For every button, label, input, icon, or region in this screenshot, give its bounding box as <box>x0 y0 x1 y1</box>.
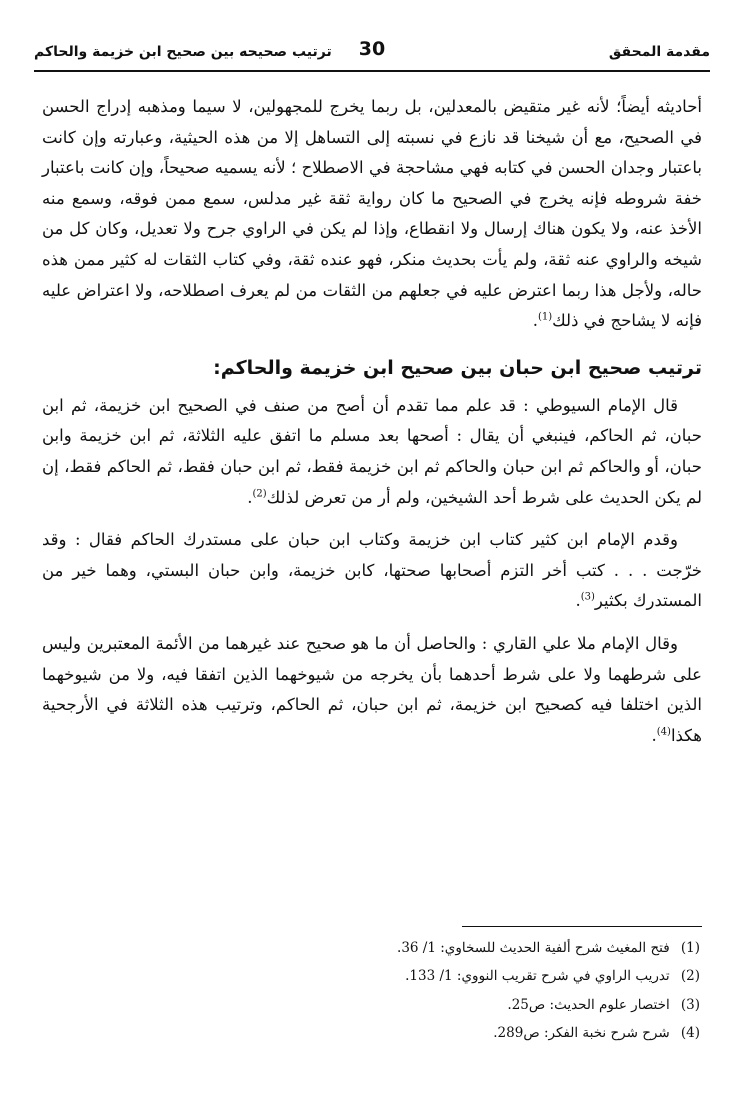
header-section-title: مقدمة المحقق <box>608 44 710 60</box>
footnote-text: شرح شرح نخبة الفكر: ص289. <box>493 1025 670 1042</box>
footnote-item <box>397 934 700 962</box>
paragraph-1 <box>42 92 702 337</box>
footnote-number: (4) <box>680 1025 700 1042</box>
footnote-text: تدريب الراوي في شرح تقريب النووي: 1/ 133. <box>405 968 670 985</box>
paragraph-4-text: وقال الإمام ملا علي القاري : والحاصل أن ما هو صحيح عند غيرهما من الأئمة المعتبرين وليس على شرطهما ولا على شرط أحدهما بأن يخرجه من شيوخهما الذين اتفقا فيه، ولا من شيوخهما الذين اختلفا فيه كصحيح ابن خزيمة، ثم ابن حبان، ثم الحاكم، وترتيب هذه الثلاثة في الأرجحية هكذا <box>42 633 702 745</box>
paragraph-4-end: . <box>651 725 657 745</box>
header-divider <box>34 70 710 72</box>
main-text <box>42 92 702 751</box>
footnote-ref-3: (3) <box>580 591 595 603</box>
paragraph-2-end: . <box>247 487 253 507</box>
footnote-item <box>397 962 700 990</box>
paragraph-gap <box>42 513 702 525</box>
footnote-ref-1: (1) <box>537 311 553 323</box>
running-header <box>34 38 710 68</box>
footnote-number: (3) <box>680 996 700 1013</box>
footnote-divider <box>462 926 702 927</box>
paragraph-gap <box>42 617 702 629</box>
paragraph-3 <box>42 525 702 617</box>
paragraph-4 <box>42 629 702 751</box>
footnote-number: (2) <box>680 968 700 985</box>
footnote-item <box>397 1019 700 1047</box>
footnote-number: (1) <box>680 940 700 956</box>
footnote-item <box>397 991 700 1019</box>
paragraph-3-text: وقدم الإمام ابن كثير كتاب ابن خزيمة وكتاب ابن حبان على مستدرك الحاكم فقال : وقد خرّجت . . . كتب أخر التزم أصحابها صحتها، كابن خزيمة، وابن حبان البستي، وهما خير من المستدرك بكثير <box>42 530 702 611</box>
paragraph-3-end: . <box>575 591 581 611</box>
footnotes-list <box>397 934 700 1048</box>
paragraph-1-end: . <box>532 311 538 331</box>
footnote-ref-2: (2) <box>252 488 267 500</box>
section-heading: ترتيب صحيح ابن حبان بين صحيح ابن خزيمة والحاكم: <box>213 356 702 379</box>
paragraph-1-text: أحاديثه أيضاً؛ لأنه غير متقيض بالمعدلين، بل ربما يخرج للمجهولين، لا سيما ومذهبه إدراج الحسن في الصحيح، مع أن شيخنا قد نازع في نسبته إلى التساهل إلا من هذه الحيثية، وعبارته وإن كانت باعتبار وجدان الحسن في كتابه فهي مشاحجة في الاصطلاح ؛ لأنه يسميه صحيحاً، وإن كانت باعتبار خفة شروطه فإنه يخرج في الصحيح ما كان رواية ثقة غير مدلس، سمع ممن فوقه، وسمع منه الأخذ عنه، ولا يكون هناك إرسال ولا انقطاع، وإذا لم يكن في الراوي جرح ولا تعديل، وكان كل من شيخه والراوي عنه ثقة، ولم يأت بحديث منكر، فهو عنده ثقة، وفي كتاب الثقات له كثير ممن هذه حاله، ولأجل هذا ربما اعترض عليه في جعلهم من الثقات من لم يعرف اصطلاحه، ولا اعتراض عليه فإنه لا يشاحج في ذلك <box>42 97 702 331</box>
paragraph-2 <box>42 391 702 513</box>
header-chapter-title: ترتيب صحيحه بين صحيح ابن خزيمة والحاكم <box>34 44 332 60</box>
footnote-text: اختصار علوم الحديث: ص25. <box>507 996 670 1013</box>
footnote-ref-4: (4) <box>656 726 671 738</box>
paragraph-2-text: قال الإمام السيوطي : قد علم مما تقدم أن أصح من صنف في الصحيح ابن خزيمة، ثم ابن حبان، ثم الحاكم، فينبغي أن يقال : أصحها بعد مسلم ما اتفق عليه الثلاثة، ثم ابن خزيمة وابن حبان، أو والحاكم ثم ابن حبان والحاكم ثم ابن خزيمة فقط، ثم ابن حبان فقط، ثم الحاكم فقط، إن لم يكن الحديث على شرط أحد الشيخين، ولم أر من تعرض لذلك <box>42 395 702 507</box>
page-number: 30 <box>358 38 386 60</box>
footnote-text: فتح المغيث شرح ألفية الحديث للسخاوي: 1/ 36. <box>397 940 670 956</box>
